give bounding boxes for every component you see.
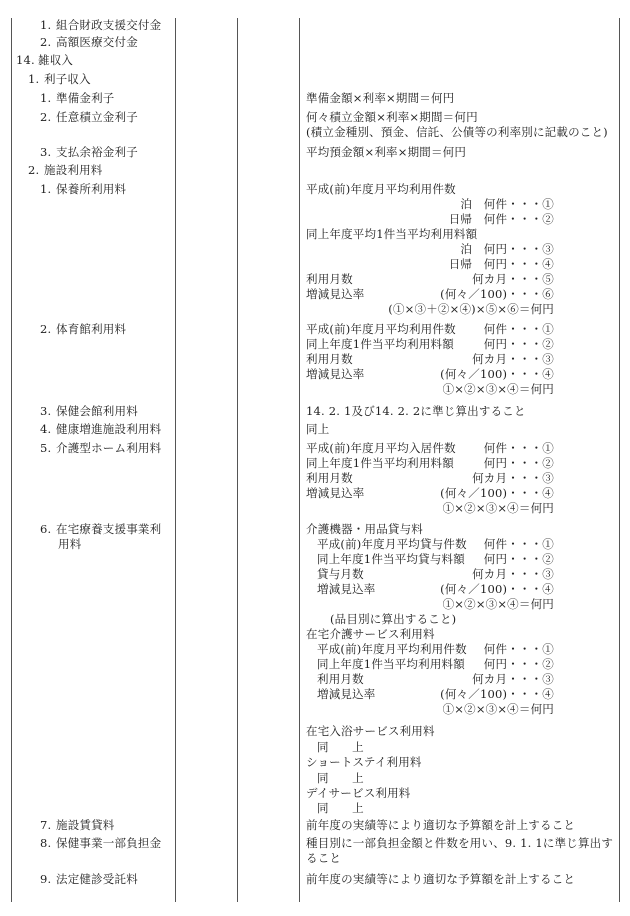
calculation-line: 平成(前)年度月平均利用件数	[306, 322, 456, 336]
item-text: 用料	[58, 537, 82, 551]
calculation-line: 日帰 何件・・・②	[448, 212, 554, 226]
calculation-line: 何カ月・・・⑤	[472, 272, 554, 286]
table-border-left	[11, 18, 12, 902]
calculation-line: (①×③＋②×④)×⑤×⑥＝何円	[388, 302, 554, 316]
calculation-line: ①×②×③×④＝何円	[442, 382, 554, 396]
calculation-line: 泊 何件・・・①	[460, 197, 554, 211]
item-text: 利子収入	[44, 72, 91, 86]
item-label	[40, 872, 138, 886]
calculation-line: (何々／100)・・・⑥	[440, 287, 554, 301]
item-label	[40, 110, 138, 124]
calculation-line: 何カ月・・・③	[472, 567, 554, 581]
item-text: 在宅療養支援事業利	[56, 522, 162, 536]
item-number: 1.	[28, 72, 40, 86]
item-label	[28, 163, 103, 177]
calculation-line: 増減見込率	[317, 687, 376, 701]
calculation-line: (品目別に算出すること)	[330, 612, 457, 626]
calculation-line: 何カ月・・・③	[472, 471, 554, 485]
item-text: 健康増進施設利用料	[56, 422, 162, 436]
item-number: 2.	[40, 110, 52, 124]
item-text: 介護型ホーム利用料	[56, 441, 162, 455]
calculation-line: ショートステイ利用料	[306, 755, 422, 769]
calculation-line: (何々／100)・・・④	[440, 582, 554, 596]
item-text: 保健事業一部負担金	[56, 836, 162, 850]
item-text: 雑収入	[38, 53, 74, 67]
calculation-line: 何円・・・②	[483, 456, 554, 470]
calculation-line: 貸与月数	[317, 567, 364, 581]
item-number: 8.	[40, 836, 52, 850]
calculation-line: 利用月数	[306, 352, 353, 366]
item-label	[40, 441, 161, 455]
item-number: 1.	[40, 91, 52, 105]
item-label	[40, 404, 138, 418]
calculation-line: (何々／100)・・・④	[440, 486, 554, 500]
item-number: 5.	[40, 441, 52, 455]
column-divider-1	[175, 18, 176, 902]
calculation-line: (何々／100)・・・④	[440, 687, 554, 701]
item-label	[40, 18, 161, 32]
calculation-line: 増減見込率	[306, 486, 365, 500]
item-text: 施設利用料	[44, 163, 103, 177]
calculation-line: 何カ月・・・③	[472, 672, 554, 686]
calculation-line: 増減見込率	[317, 582, 376, 596]
item-text: 任意積立金利子	[56, 110, 138, 124]
item-label	[58, 537, 81, 551]
calculation-line: 何円・・・②	[483, 657, 554, 671]
item-number: 3.	[40, 404, 52, 418]
item-number: 3.	[40, 145, 52, 159]
calculation-line: 利用月数	[306, 471, 353, 485]
calculation-line: 在宅入浴サービス利用料	[306, 724, 435, 738]
item-number: 1.	[40, 182, 52, 196]
calculation-line: ること	[306, 851, 342, 865]
calculation-line: 同上年度1件当平均利用料額	[306, 337, 454, 351]
item-text: 準備金利子	[56, 91, 115, 105]
calculation-line: 同上年度1件当平均貸与料額	[317, 552, 465, 566]
item-number: 2.	[40, 35, 52, 49]
calculation-line: 14. 2. 1及び14. 2. 2に準じ算出すること	[306, 404, 526, 418]
item-number: 4.	[40, 422, 52, 436]
calculation-line: 日帰 何円・・・④	[448, 257, 554, 271]
calculation-line: (積立金種別、預金、信託、公債等の利率別に記載のこと)	[306, 125, 608, 139]
calculation-line: (何々／100)・・・④	[440, 367, 554, 381]
calculation-line: 在宅介護サービス利用料	[306, 627, 435, 641]
item-number: 7.	[40, 818, 52, 832]
calculation-line: 同 上	[317, 771, 364, 785]
item-text: 保健会館利用料	[56, 404, 138, 418]
calculation-line: 介護機器・用品貸与料	[306, 522, 423, 536]
calculation-line: ①×②×③×④＝何円	[442, 702, 554, 716]
calculation-line: 利用月数	[306, 272, 353, 286]
item-number: 1.	[40, 18, 52, 32]
item-number: 9.	[40, 872, 52, 886]
column-divider-3	[299, 18, 300, 902]
item-label	[40, 35, 138, 49]
calculation-line: 何円・・・②	[483, 552, 554, 566]
item-number: 14.	[16, 53, 35, 67]
item-label	[40, 322, 126, 336]
calculation-line: 何カ月・・・③	[472, 352, 554, 366]
calculation-line: 同上年度平均1件当平均利用料額	[306, 227, 478, 241]
calculation-line: 増減見込率	[306, 287, 365, 301]
calculation-line: 泊 何円・・・③	[460, 242, 554, 256]
calculation-line: 平成(前)年度月平均入居件数	[306, 441, 456, 455]
item-label	[40, 422, 161, 436]
calculation-line: ①×②×③×④＝何円	[442, 597, 554, 611]
calculation-line: ①×②×③×④＝何円	[442, 501, 554, 515]
calculation-line: 前年度の実績等により適切な予算額を計上すること	[306, 872, 576, 886]
item-text: 法定健診受託料	[56, 872, 138, 886]
item-label	[40, 818, 115, 832]
calculation-line: 準備金額×利率×期間＝何円	[306, 91, 455, 105]
calculation-line: 種目別に一部負担金額と件数を用い、9. 1. 1に準じ算出す	[306, 836, 614, 850]
item-label	[40, 145, 138, 159]
item-label	[40, 522, 161, 536]
calculation-line: 平均預金額×利率×期間＝何円	[306, 145, 467, 159]
item-number: 2.	[40, 322, 52, 336]
item-text: 組合財政支援交付金	[56, 18, 162, 32]
calculation-line: 同 上	[317, 740, 364, 754]
item-text: 施設賃貸料	[56, 818, 115, 832]
table-border-right	[619, 18, 620, 902]
calculation-line: 前年度の実績等により適切な予算額を計上すること	[306, 818, 576, 832]
item-label	[28, 72, 91, 86]
calculation-line: 何件・・・①	[483, 441, 554, 455]
calculation-line: 増減見込率	[306, 367, 365, 381]
calculation-line: 何円・・・②	[483, 337, 554, 351]
item-text: 高額医療交付金	[56, 35, 138, 49]
item-number: 2.	[28, 163, 40, 177]
item-label	[40, 182, 126, 196]
calculation-line: 何々積立金額×利率×期間＝何円	[306, 110, 478, 124]
calculation-line: 何件・・・①	[483, 642, 554, 656]
item-label	[16, 53, 73, 67]
column-divider-2	[237, 18, 238, 902]
item-number: 6.	[40, 522, 52, 536]
calculation-line: 同上	[306, 422, 330, 436]
calculation-line: 同上年度1件当平均利用料額	[317, 657, 465, 671]
item-label	[40, 91, 115, 105]
item-text: 支払余裕金利子	[56, 145, 138, 159]
calculation-line: 同 上	[317, 801, 364, 815]
item-label	[40, 836, 161, 850]
calculation-line: 利用月数	[317, 672, 364, 686]
item-text: 体育館利用料	[56, 322, 127, 336]
calculation-line: 何件・・・①	[483, 537, 554, 551]
calculation-line: 平成(前)年度月平均利用件数	[306, 182, 456, 196]
calculation-line: 平成(前)年度月平均利用件数	[317, 642, 467, 656]
calculation-line: デイサービス利用料	[306, 786, 411, 800]
calculation-line: 平成(前)年度月平均貸与件数	[317, 537, 467, 551]
calculation-line: 何件・・・①	[483, 322, 554, 336]
calculation-line: 同上年度1件当平均利用料額	[306, 456, 454, 470]
item-text: 保養所利用料	[56, 182, 127, 196]
